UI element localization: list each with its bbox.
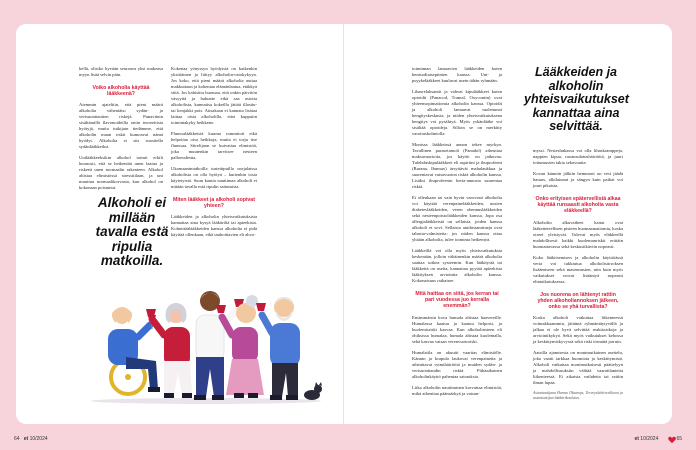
body-paragraph: Ei ollenkaan tai vain hyvin varovasti alkoholia voi käyttää verenpainelääkkeiden, uusien diabeteslääkkeiden, veren ohennuslääkkeiden sekä nesteenpoistolääkkeiden kanssa. Jopa osa allergialääkkeistä on sellaisia, joiden kanssa alkoholi ei sovi. Sellaisia antihistamiineja ovat tabasia-valmisteita: jos niiden kanssa ottaa yhtään alkoholia, tulee toiminta heikentyä. bbox=[412, 195, 502, 242]
heading-alcohol-as-medicine: Voiko alkoholia käyttää lääkkeenä? bbox=[92, 85, 150, 98]
page-number-right: 65 bbox=[676, 436, 682, 442]
body-paragraph: Koska alkoholi vaikuttaa liikenteessä voimakkaammin, jättämä ryhmäntäytyvällä ja jalkaa ei ole hyvä selvittää reaktioaikoja ja arviointikykyä. Sekä myös vaikutukset kehossa ja keskittymiskyvyssä sekä riski törmätä jarruin. bbox=[533, 315, 623, 345]
body-paragraph: Ensimmäisin kova humala altistaa haavereille. Humalassa kaatuu ja kaatuu helposti, ja kuolemisriski kasvaa. Kun alkoholinsteen eli ohiksissa humalaa, humala altistaa kuolemalla, sekä kasvaa vatsan verenvuotoriski. bbox=[412, 314, 502, 344]
body-paragraph: Lääkkeillä voi olla myös yhteisvaikutuksia keskenään, jolloin vähäinenkin määrä alkoholia saattaa sotkea systeemin. Kun lääkitystä tai lääkkeitä on useita, kannattaa pyytää apteekista lääkityksen arviointia alkoholin kanssa. Kokonaisuus ratkaisee. bbox=[412, 248, 502, 283]
body-paragraph: Alkoholin alkuvaiheet haitat ovat lääketieteellisen pisteen huomaamattomia, koska oireet yleistyvät. Tulevat myös eläkkeellä mahdollisesti kaikki kuolemanriskit erittäin huomattavassa sekä keskusiikäviin nopeasti. bbox=[533, 219, 623, 249]
body-paragraph: Liika alkoholin nauttiminen korvattaa elimistöä, mikä aiheuttaa päänsärkyä ja vatsan- bbox=[412, 384, 502, 396]
pull-quote-right: Lääkkeiden ja alkoholin yhteisvaikutukset kannattaa aina selvittää. bbox=[524, 65, 629, 133]
page-spine bbox=[343, 24, 344, 424]
heading-drinking-in-retirement: Onko erityisen epätervellistä alkaa käyttää runsaasti alkoholia vasta eläkkeellä? bbox=[535, 196, 621, 215]
body-paragraph: Flunssalääkkeistä kuuma rommitoti eikä helpottaa oisa heikkoja, mutta ei torju itse flunssaa. Siirelijaan se kuivattaa elimistöä, joka muutenkin tarvitsee nesteen palloeudestta. bbox=[171, 131, 257, 160]
body-paragraph: toiminnan lamaavien lääkkeiden kuten bentsodiatsepiinien kanssa. Uni- ja psyykelääkkeet kuuluvat usein tähän ryhmään. bbox=[412, 66, 502, 83]
body-paragraph: Unilääkkeeksikin alkohol toimii erkilt huonosti, että se heikentää unen laatua ja riskeeä unen normaalin rakenteen. Alkohol altistaa elimistössä stressitilaan, ja uni muuttuu normaalikorvasta, kun alkohol on kokonaan poistunut. bbox=[79, 155, 163, 191]
person-man-beard bbox=[256, 297, 300, 400]
body-paragraph: myssi. Nesteshukassa voi olla lihaskramppeja, nappien kipua, ruoansulatushäiriöitä, ja juuri tottumusten takia sekavuutta. bbox=[533, 148, 623, 165]
seniors-toasting-illustration bbox=[86, 265, 324, 405]
footer-left bbox=[14, 436, 48, 442]
heading-occasional-heavy-drinking: Mitä haittaa on siitä, jos kerran tai pari vuodessa juo kerralla enemmän? bbox=[415, 291, 499, 310]
pull-quote-left: Alkoholi ei millään tavalla estä ripulia matkoilla. bbox=[95, 195, 169, 268]
intro-paragraph: kellä, olisiko hyvään seuraava yksi makeasa myyn lisää selvin päin. bbox=[79, 66, 163, 77]
body-paragraph: Ukomaantmatkoilla turteittpuilla norjalaissa alkoholista on olla hyötyä – kuitenkin tosia käytetyistä. Suun kautta nauttimaa alkoholi ei mitään tavalla estä ripulin saitumista. bbox=[171, 166, 257, 189]
body-paragraph: Kokenaa yönyssyn hyödyistä on kaikenkin yksittäinen ja liittyy alkoholin-ostokykyyn. Jos koko, että pieni määrä alkoholia auttaa makkuttaun ja kohentaa elämänlaatua, etäkkyä siitä. Jos kahisitta huomaa, että onkin päivitön väsyyttä ja haluatte etkä saa asiotta alkoholista, kunnatisa kokeilla jättää illasttu- tai kenjakki pois. Aitsakaan ei kannata lisätaa laittaa oisia alkoholilla, ettei kuppuiin toimintakyky heikkene. bbox=[171, 66, 257, 125]
page-number-left: 64 bbox=[14, 436, 20, 442]
body-paragraph: Koko lääkitsemisen ja alkoholin käyttöiässä verta voi tukkiutua alkoholisiirroksen lisäämiseen sekä masennusten, niin kuin myös vaikutukset voivat lisääntyä nopeasti elintaikutuksessa. bbox=[533, 254, 623, 284]
body-paragraph: Kovan känniin jälkiin hemmoni on vesi jäädä hauras, alkilaiunat ja sängyn kuin paikat voi juuri pikaista. bbox=[533, 171, 623, 188]
magazine-logo-right: et bbox=[634, 436, 639, 442]
body-paragraph: Lihasrelaksantit ja vahvat kipulääkkeet kuten opioidit (Panacod, Tramal, Oxycontin) ovat yhteensopimattomia alkoholin kanssa. Opioidit ja alkoholi lamaavat molemmat hengityskeskusta, ja niiden yhteisvaikutuksena hengitys voi pysähtyä. Myös yskänlääke voi sisältää opioideja. Silloin se on merkitty varoituskolmiolla. bbox=[412, 89, 502, 136]
body-paragraph: Monissa lääkkeissä annon tekee myrkyn. Tavallinen parasetamoli (Panadol) aiheuttaa maksavaurioita, jos käyttö on jatkuvaa. Tulehduskipulääkkeet eli aspiriini ja ibuprofeeni (Burana, Ibumax) ärsyttävät mahalaukkua ja suurentavat vatsavuoton riskiä alkoholin kanssa. Lisäksi ibuprofeenin kerta-annosta suurentaa riskiä. bbox=[412, 142, 502, 189]
heart-icon bbox=[668, 436, 676, 444]
cat-icon bbox=[304, 382, 322, 400]
issue-label-left: 10/2024 bbox=[29, 436, 48, 442]
left-column-2 bbox=[171, 66, 257, 243]
left-column-1 bbox=[79, 66, 163, 196]
magazine-logo-left: et bbox=[23, 436, 29, 442]
right-column-2 bbox=[533, 148, 623, 406]
issue-label-right: 10/2024 bbox=[640, 436, 659, 442]
body-paragraph: Lääkkeiden ja alkoholin yhteisvaikutuksista kannattaa aina kysyä lääkäriltä tai apteekista. Kohnittäälääkkeiden kanssa alkoholia ei pidä käyttää ollenkaan, eikä tauhoittavien eli ahvo- bbox=[171, 214, 257, 238]
body-paragraph: Aiemmin ajateltiin, että pieni määrä alkoholia vähentäisi sydän- ja verisuonitautien riskejä. Punaviinin sisältämillä flavonoideilla oniin teoreettisia hyötyjä, mutta tutkijain tiedämme, että alkoholin maan riskit kumoavat nämä hyödyt. Alkoholia ei siis suositella sydänlääkkeiksi. bbox=[79, 102, 163, 150]
expert-caption: Asiantuntijana Hanna Oksaroja, Terveyslahtiverkkoon ja asiantuntijan lääkärikoulutus. bbox=[533, 391, 623, 401]
heading-driving-after-one-drink: Jos nuorena on lähtenyt rattiin yhden alkoholiannoksen jälkeen, onko se yhä turvallista? bbox=[537, 291, 619, 311]
right-column-1 bbox=[412, 66, 502, 402]
heading-medicines-and-alcohol: Miten lääkkeet ja alkoholi sopivat yhteen? bbox=[173, 197, 255, 210]
body-paragraph: Aatsilla ajamisesta on monimutkainen asettelu, joka vaatii tarkkaa huomiota ja keskittymistä. Alkoholi vaikuttaa monimutkaisesti päättelyyn ja mahdollisuuksiin välttää vaaratilanteita liikenteessä. Ei aikaista vaihdetta tai rattiin ilman lupaa. bbox=[533, 350, 623, 386]
body-paragraph: Humalatila on akuutti vaaritas elimistölle. Kännin ja krapula laukovat verenpainetta ja aiheuttavat rytmihäiriöitä ja muiden sydän- ja verisuonitaudin riskiä. Pitkäaikainen alkoholinkäyttö pahentaa sairauksia. bbox=[412, 349, 502, 379]
